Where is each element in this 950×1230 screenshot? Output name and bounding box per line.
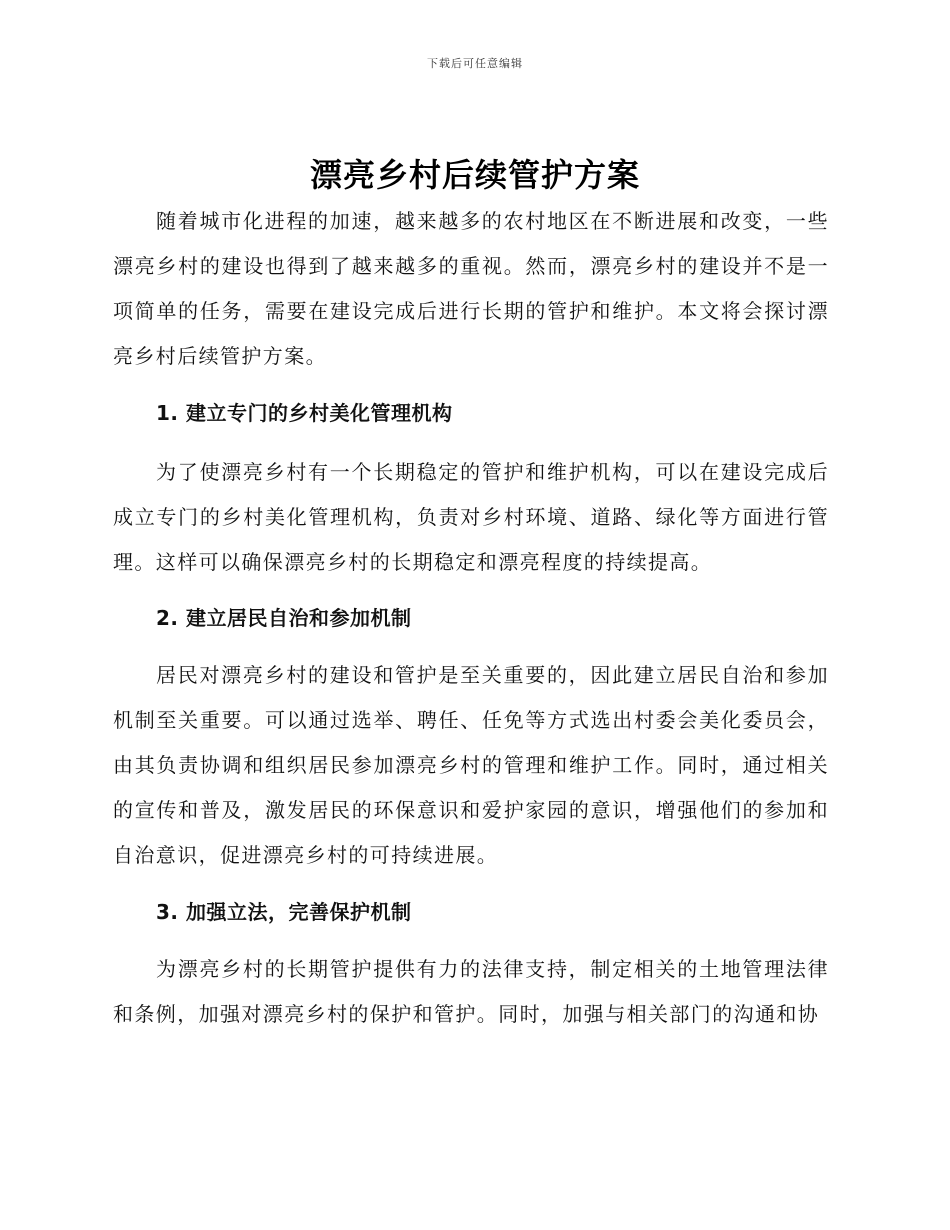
section-body-2: 居民对漂亮乡村的建设和管护是至关重要的，因此建立居民自治和参加机制至关重要。可以通过选举、聘任、任免等方式选出村委会美化委员会，由其负责协调和组织居民参加漂亮乡村的管理和维护工作。同时，通过相关的宣传和普及，激发居民的环保意识和爱护家园的意识，增强他们的参加和自治意识，促进漂亮乡村的可持续进展。 bbox=[113, 663, 829, 867]
section-heading-3: 3. 加强立法，完善保护机制 bbox=[156, 900, 412, 924]
header-note: 下载后可任意编辑 bbox=[427, 57, 523, 70]
section-body-1: 为了使漂亮乡村有一个长期稳定的管护和维护机构，可以在建设完成后成立专门的乡村美化管理机构，负责对乡村环境、道路、绿化等方面进行管理。这样可以确保漂亮乡村的长期稳定和漂亮程度的持续提高。 bbox=[113, 460, 829, 574]
section-body-3: 为漂亮乡村的长期管护提供有力的法律支持，制定相关的土地管理法律和条例，加强对漂亮乡村的保护和管护。同时，加强与相关部门的沟通和协 bbox=[113, 957, 829, 1026]
section-heading-2: 2. 建立居民自治和参加机制 bbox=[156, 606, 412, 630]
document-title: 漂亮乡村后续管护方案 bbox=[309, 156, 640, 194]
intro-paragraph: 随着城市化进程的加速，越来越多的农村地区在不断进展和改变，一些漂亮乡村的建设也得到了越来越多的重视。然而，漂亮乡村的建设并不是一项简单的任务，需要在建设完成后进行长期的管护和维护。本文将会探讨漂亮乡村后续管护方案。 bbox=[113, 209, 829, 368]
section-heading-1: 1. 建立专门的乡村美化管理机构 bbox=[156, 401, 453, 425]
